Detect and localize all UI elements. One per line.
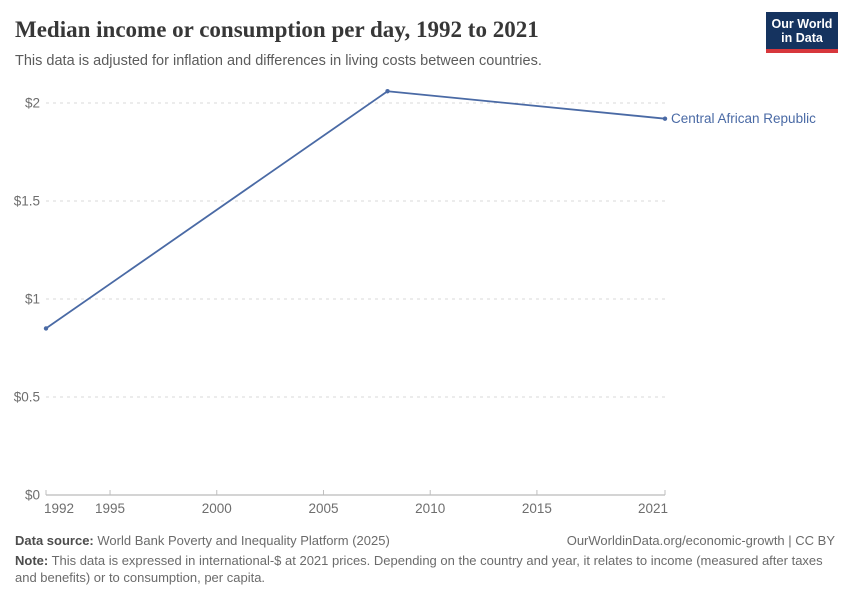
data-source-label: Data source: xyxy=(15,533,94,548)
owid-logo-line2: in Data xyxy=(781,31,823,45)
data-point xyxy=(44,326,48,330)
series-label: Central African Republic xyxy=(671,111,816,127)
note-label: Note: xyxy=(15,553,49,568)
x-tick-label: 2005 xyxy=(308,501,339,516)
y-tick-label: $2 xyxy=(24,95,40,111)
data-point xyxy=(663,116,667,120)
x-tick-label: 1995 xyxy=(95,501,126,516)
owid-logo-line1: Our World xyxy=(771,17,833,31)
y-tick-label: $1 xyxy=(24,291,40,307)
license-link[interactable]: OurWorldinData.org/economic-growth | CC BY xyxy=(566,533,835,548)
note-text: This data is expressed in international-$ at 2021 prices. Depending on the country and year, it relates to income (measured after taxes and benefits) or to consumption, per capita. xyxy=(15,553,823,585)
data-line xyxy=(46,91,665,328)
x-tick-label: 2000 xyxy=(201,501,232,516)
y-tick-label: $1.5 xyxy=(13,193,40,209)
y-tick-label: $0 xyxy=(24,487,40,503)
data-source-text: World Bank Poverty and Inequality Platform (2025) xyxy=(97,533,390,548)
y-tick-label: $0.5 xyxy=(13,389,40,405)
owid-logo[interactable] xyxy=(766,12,838,53)
data-point xyxy=(385,89,389,93)
x-tick-label: 1992 xyxy=(44,501,75,516)
chart-subtitle: This data is adjusted for inflation and differences in living costs between countries. xyxy=(15,53,542,69)
chart-footer xyxy=(15,532,835,586)
data-source xyxy=(15,532,390,549)
chart-title: Median income or consumption per day, 1992 to 2021 xyxy=(15,17,539,42)
x-tick-label: 2021 xyxy=(637,501,668,516)
x-tick-label: 2015 xyxy=(521,501,552,516)
chart-note xyxy=(15,552,835,586)
chart-svg xyxy=(0,80,850,530)
x-tick-label: 2010 xyxy=(415,501,446,516)
